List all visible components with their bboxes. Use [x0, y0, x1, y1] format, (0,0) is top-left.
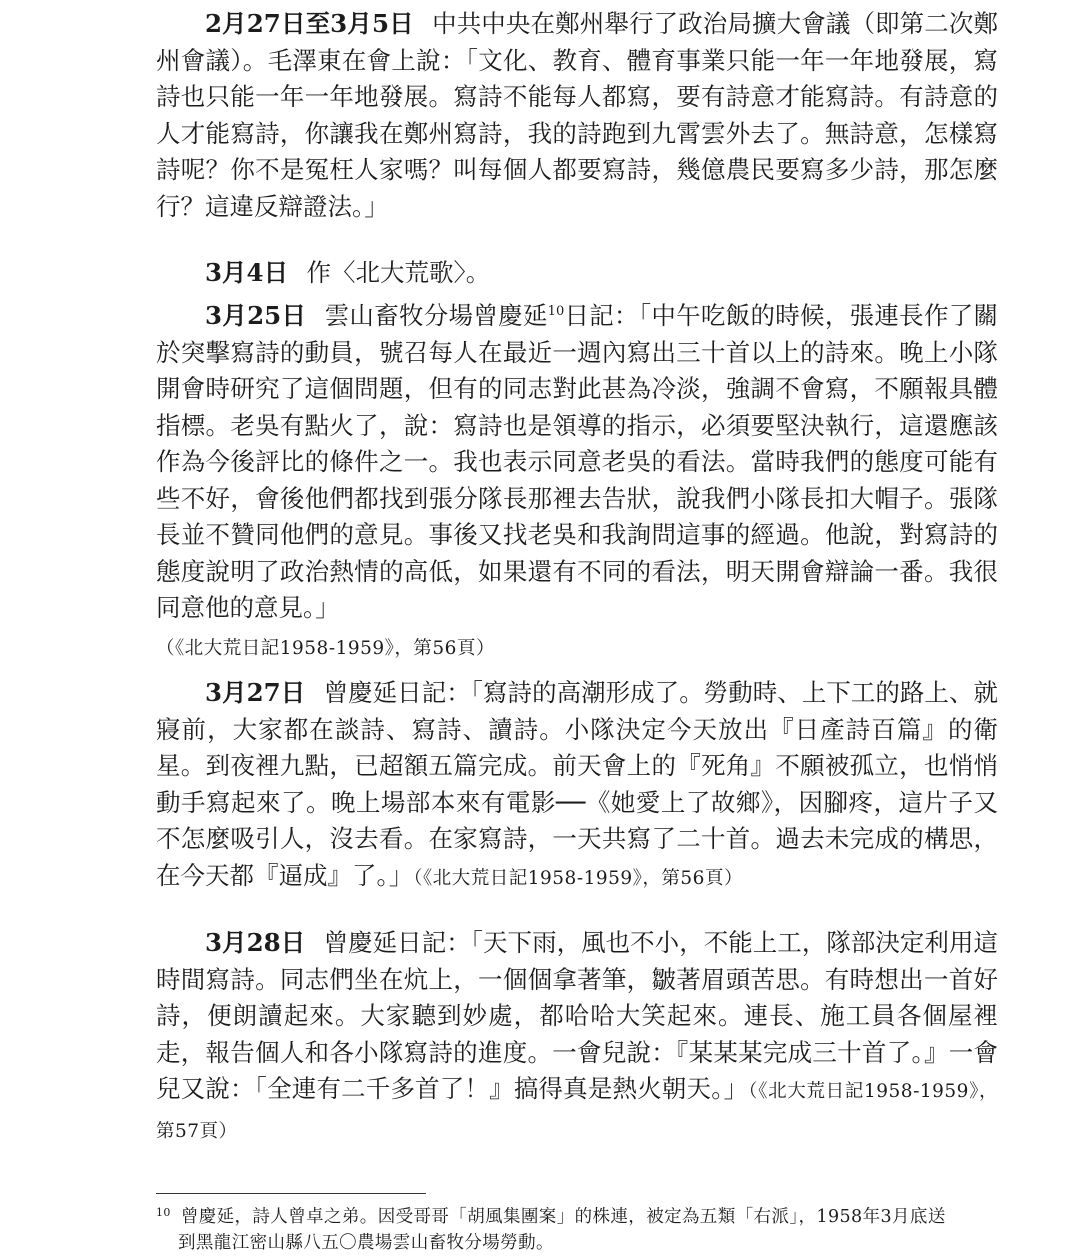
chronology-entry — [156, 925, 998, 1150]
entry-date: 3月27日 — [205, 678, 306, 707]
entry-date: 2月27日至3月5日 — [205, 9, 414, 38]
entry-text: 中共中央在鄭州舉行了政治局擴大會議（即第二次鄭州會議）。毛澤東在會上說：「文化、教育、體育事業只能一年一年地發展，寫詩也只能一年一年地發展。寫詩不能每人都寫，要有詩意才能寫詩。有詩意的人才能寫詩，你讓我在鄭州寫詩，我的詩跑到九霄雲外去了。無詩意，怎樣寫詩呢？你不是冤枉人家嗎？叫每個人都要寫詩，幾億農民要寫多少詩，那怎麼行？這違反辯證法。」 — [156, 9, 998, 221]
footnote-divider — [156, 1193, 426, 1194]
footnote-text-line1: 曾慶延，詩人曾卓之弟。因受哥哥「胡風集團案」的株連，被定為五類「右派」，1958年3月底送 — [180, 1207, 946, 1227]
chronology-entry — [156, 675, 998, 897]
entry-text: 曾慶延日記：「寫詩的高潮形成了。勞動時、上下工的路上、就寢前，大家都在談詩、寫詩、讀詩。小隊決定今天放出『日產詩百篇』的衛星。到夜裡九點，已超額五篇完成。前天會上的『死角』不願被孤立，也悄悄動手寫起來了。晚上場部本來有電影──《她愛上了故鄉》，因腳疼，這片子又不怎麼吸引人，沒去看。在家寫詩，一天共寫了二十首。過去未完成的構思，在今天都『逼成』了。」 — [156, 678, 998, 890]
entry-date: 3月25日 — [205, 301, 307, 330]
entry-text: 作〈北大荒歌〉。 — [306, 258, 491, 287]
entry-text-lead: 雲山畜牧分場曾慶延 — [324, 301, 548, 330]
footnote-number: 10 — [156, 1206, 171, 1219]
entry-date: 3月4日 — [205, 258, 289, 287]
chronology-entry — [156, 255, 998, 292]
entry-citation: （《北大荒日記1958-1959》，第56頁） — [156, 638, 495, 659]
entry-date: 3月28日 — [205, 928, 306, 957]
entry-citation: （《北大荒日記1958-1959》，第56頁） — [413, 867, 743, 889]
chronology-entry — [156, 6, 998, 225]
entry-text: 日記：「中午吃飯的時候，張連長作了關於突擊寫詩的動員，號召每人在最近一週內寫出三十首以上的詩來。晚上小隊開會時研究了這個問題，但有的同志對此甚為冷淡，強調不會寫，不願報具體指標。老吳有點火了，說：寫詩也是領導的指示，必須要堅決執行，這還應該作為今後評比的條件之一。我也表示同意老吳的看法。當時我們的態度可能有些不好，會後他們都找到張分隊長那裡去告狀，說我們小隊長扣大帽子。張隊長並不贊同他們的意見。事後又找老吳和我詢問這事的經過。他說，對寫詩的態度說明了政治熱情的高低，如果還有不同的看法，明天開會辯論一番。我很同意他的意見。」 — [156, 301, 999, 622]
footnote-reference[interactable]: 10 — [547, 304, 565, 319]
footnote — [156, 1204, 998, 1256]
entry-text: 曾慶延日記：「天下雨，風也不小，不能上工，隊部決定利用這時間寫詩。同志們坐在炕上，一個個拿著筆，皺著眉頭苦思。有時想出一首好詩，便朗讀起來。大家聽到妙處，都哈哈大笑起來。連長、施工員各個屋裡走，報告個人和各小隊寫詩的進度。一會兒說：『某某某完成三十首了。』一會兒又說：「全連有二千多首了！』搞得真是熱火朝天。」 — [156, 928, 998, 1103]
entry-citation: （《北大荒日記1958-1959》，第57頁） — [156, 1081, 999, 1142]
footnote-text-line2: 到黑龍江密山縣八五〇農場雲山畜牧分場勞動。 — [178, 1233, 554, 1253]
chronology-entry — [156, 298, 998, 627]
